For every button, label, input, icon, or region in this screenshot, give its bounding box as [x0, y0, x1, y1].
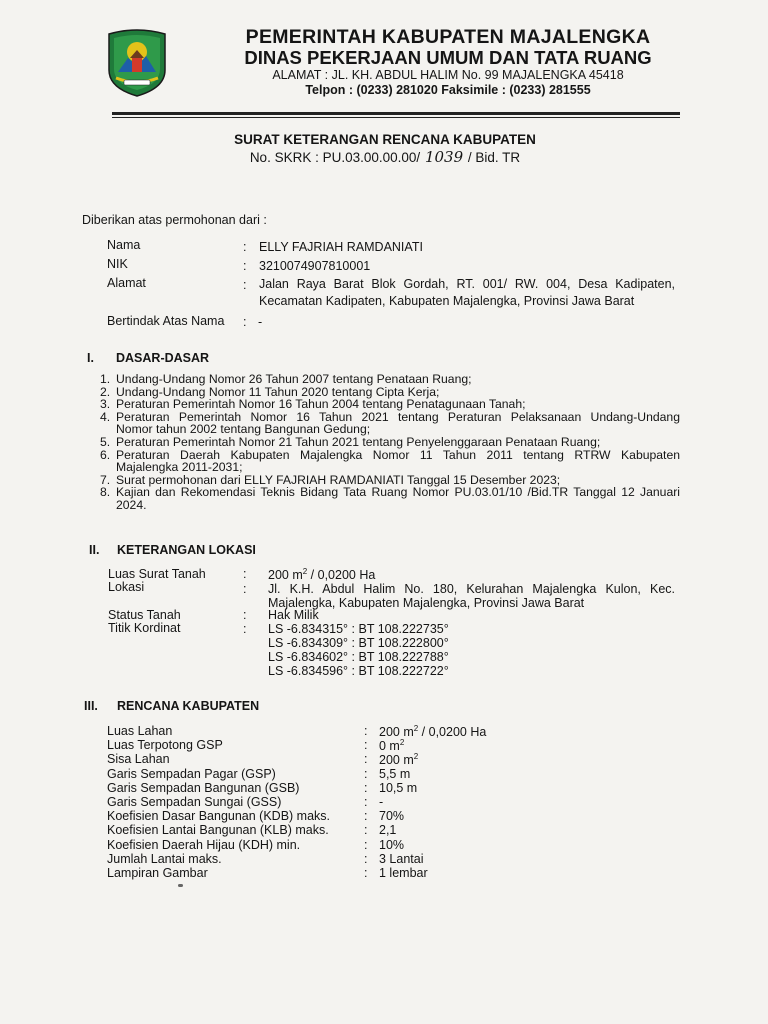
legal-basis-number: 6. — [100, 447, 111, 462]
document-number-handwritten: 1039 — [420, 148, 468, 166]
legal-basis-number: 3. — [100, 397, 111, 412]
plan-row-value — [379, 838, 404, 852]
plan-row-value-main: - — [379, 795, 384, 809]
plan-row-label: Koefisien Dasar Bangunan (KDB) maks. — [107, 809, 331, 823]
legal-basis-text-cont: 2024. — [116, 497, 147, 512]
document-number-suffix: / Bid. TR — [467, 150, 521, 165]
legal-basis-item — [100, 486, 680, 511]
land-status-value: Hak Milik — [268, 608, 319, 622]
coordinate-point: LS -6.834596° : BT 108.222722° — [268, 664, 449, 678]
plan-row-value-main: 200 m — [379, 753, 414, 768]
land-area-colon: : — [243, 567, 247, 581]
location-colon: : — [243, 582, 247, 596]
legal-basis-text: Peraturan Pemerintah Nomor 16 Tahun 2021 tentang Peraturan Pelaksanaan Undang-Undang — [116, 409, 680, 424]
coordinate-point: LS -6.834315° : BT 108.222735° — [268, 622, 449, 636]
legal-basis-item — [100, 411, 680, 436]
plan-row-label: Koefisien Lantai Bangunan (KLB) maks. — [107, 823, 329, 837]
land-area-number: 200 m — [268, 568, 303, 583]
section-2-number: II. — [89, 543, 100, 557]
letterhead-phone: Telpon : (0233) 281020 Faksimile : (0233) 281555 — [305, 83, 591, 97]
legal-basis-text: Peraturan Pemerintah Nomor 21 Tahun 2021 tentang Penyelenggaraan Penataan Ruang; — [116, 434, 601, 449]
legal-basis-text: Undang-Undang Nomor 11 Tahun 2020 tentang Cipta Kerja; — [116, 384, 440, 399]
plan-row-label: Lampiran Gambar — [107, 866, 208, 880]
plan-row-label: Garis Sempadan Sungai (GSS) — [107, 795, 282, 809]
acting-on-behalf-value: - — [258, 315, 263, 329]
location-line-1: Jl. K.H. Abdul Halim No. 180, Kelurahan Majalengka Kulon, Kec. — [268, 582, 675, 596]
section-1-title: DASAR-DASAR — [116, 351, 210, 365]
document-title: SURAT KETERANGAN RENCANA KABUPATEN — [234, 132, 536, 147]
plan-row-value-rest: / 0,0200 Ha — [418, 725, 487, 740]
section-2-title: KETERANGAN LOKASI — [117, 543, 256, 557]
legal-basis-item — [100, 398, 680, 411]
legal-basis-text: Kajian dan Rekomendasi Teknis Bidang Tata Ruang Nomor PU.03.01/10 /Bid.TR Tanggal 12 Januari — [116, 485, 680, 500]
plan-row-value-main: 0 m — [379, 739, 400, 754]
acting-on-behalf-label: Bertindak Atas Nama — [107, 314, 225, 328]
land-area-sup: 2 — [302, 567, 308, 576]
address-line-2: Kecamatan Kadipaten, Kabupaten Majalengka, Provinsi Jawa Barat — [259, 294, 635, 308]
plan-row-value-sup: 2 — [399, 738, 405, 747]
letterhead-rule-thick — [112, 112, 680, 115]
plan-row-value-main: 10,5 m — [379, 781, 418, 795]
name-label: Nama — [107, 238, 141, 252]
applicant-intro: Diberikan atas permohonan dari : — [82, 213, 267, 227]
plan-row-label: Luas Lahan — [107, 724, 173, 738]
plan-row-value-main: 200 m — [379, 725, 414, 740]
legal-basis-number: 5. — [100, 434, 111, 449]
plan-row-value — [379, 795, 383, 809]
plan-row-colon: : — [364, 781, 368, 795]
land-area-value — [268, 567, 375, 582]
land-status-colon: : — [243, 608, 247, 622]
letterhead-agency: DINAS PEKERJAAN UMUM DAN TATA RUANG — [244, 47, 652, 68]
plan-row-value — [379, 724, 486, 739]
letterhead-government: PEMERINTAH KABUPATEN MAJALENGKA — [245, 26, 651, 48]
legal-basis-list — [100, 373, 680, 512]
plan-row-value — [379, 767, 410, 781]
section-1-number: I. — [87, 351, 94, 365]
letterhead-address: ALAMAT : JL. KH. ABDUL HALIM No. 99 MAJALENGKA 45418 — [272, 68, 624, 82]
location-value — [268, 582, 675, 610]
legal-basis-number: 2. — [100, 384, 111, 399]
coordinates-label: Titik Kordinat — [108, 621, 181, 635]
document-number — [150, 148, 620, 166]
plan-row-value — [379, 752, 418, 767]
plan-row-colon: : — [364, 752, 368, 766]
plan-row-value — [379, 738, 404, 753]
section-3-number: III. — [84, 699, 98, 713]
location-label: Lokasi — [108, 580, 145, 594]
plan-row-colon: : — [364, 809, 368, 823]
plan-row-label: Jumlah Lantai maks. — [107, 852, 222, 866]
legal-basis-text: Peraturan Daerah Kabupaten Majalengka Nomor 11 Tahun 2011 tentang RTRW Kabupaten — [116, 447, 680, 462]
plan-row-value-main: 1 lembar — [379, 866, 428, 880]
majalengka-regency-logo — [106, 28, 168, 98]
legal-basis-text-cont: Majalengka 2011-2031; — [116, 460, 243, 475]
acting-on-behalf-colon: : — [243, 315, 247, 329]
coordinates-colon: : — [243, 622, 247, 636]
plan-row-value-main: 3 Lantai — [379, 852, 424, 866]
plan-row-value-main: 70% — [379, 809, 405, 823]
land-status-label: Status Tanah — [108, 608, 181, 622]
plan-row-value — [379, 852, 423, 866]
address-line-1: Jalan Raya Barat Blok Gordah, RT. 001/ RW. 004, Desa Kadipaten, — [259, 277, 675, 291]
plan-row-colon: : — [364, 838, 368, 852]
plan-row-value — [379, 866, 428, 880]
coordinates-list — [268, 622, 449, 678]
plan-row-colon: : — [364, 852, 368, 866]
legal-basis-text: Undang-Undang Nomor 26 Tahun 2007 tentang Penataan Ruang; — [116, 372, 472, 386]
plan-row-value — [379, 809, 404, 823]
plan-row-colon: : — [364, 738, 368, 752]
section-3-title: RENCANA KABUPATEN — [117, 699, 260, 713]
document-number-prefix: No. SKRK : PU.03.00.00.00/ — [249, 150, 421, 165]
coordinate-point: LS -6.834602° : BT 108.222788° — [268, 650, 449, 664]
plan-row-colon: : — [364, 866, 368, 880]
plan-row-colon: : — [364, 724, 368, 738]
address-colon: : — [243, 278, 247, 292]
plan-row-label: Garis Sempadan Pagar (GSP) — [107, 767, 276, 781]
plan-row-colon: : — [364, 823, 368, 837]
nik-value: 3210074907810001 — [259, 259, 371, 273]
legal-basis-number: 8. — [100, 485, 111, 500]
plan-row-value — [379, 781, 417, 795]
legal-basis-text: Peraturan Pemerintah Nomor 16 Tahun 2004 tentang Penatagunaan Tanah; — [116, 397, 526, 412]
name-colon: : — [243, 240, 247, 254]
location-line-2: Majalengka, Kabupaten Majalengka, Provinsi Jawa Barat — [268, 596, 585, 610]
legal-basis-text: Surat permohonan dari ELLY FAJRIAH RAMDANIATI Tanggal 15 Desember 2023; — [116, 472, 561, 487]
legal-basis-number: 1. — [100, 372, 111, 386]
plan-row-label: Garis Sempadan Bangunan (GSB) — [107, 781, 300, 795]
legal-basis-text-cont: Nomor tahun 2002 tentang Bangunan Gedung; — [116, 422, 371, 437]
legal-basis-item — [100, 436, 680, 449]
legal-basis-number: 4. — [100, 409, 111, 424]
plan-row-value-main: 10% — [379, 838, 405, 852]
plan-row-colon: : — [364, 795, 368, 809]
address-value — [259, 277, 675, 308]
legal-basis-item — [100, 449, 680, 474]
plan-row-value-sup: 2 — [413, 752, 419, 761]
land-area-label: Luas Surat Tanah — [108, 567, 206, 581]
plan-row-value-sup: 2 — [413, 724, 419, 733]
plan-row-value — [379, 823, 396, 837]
plan-row-label: Koefisien Daerah Hijau (KDH) min. — [107, 838, 301, 852]
nik-label: NIK — [107, 257, 128, 271]
address-label: Alamat — [107, 276, 146, 290]
name-value: ELLY FAJRIAH RAMDANIATI — [259, 240, 423, 254]
plan-row-value-main: 5,5 m — [379, 767, 411, 781]
plan-row-label: Luas Terpotong GSP — [107, 738, 223, 752]
legal-basis-number: 7. — [100, 472, 111, 487]
plan-row-value-main: 2,1 — [379, 823, 397, 837]
plan-row-colon: : — [364, 767, 368, 781]
land-area-ha: / 0,0200 Ha — [307, 568, 376, 583]
nik-colon: : — [243, 259, 247, 273]
plan-row-label: Sisa Lahan — [107, 752, 170, 766]
letterhead-rule-thin — [112, 117, 680, 118]
pen-mark — [178, 884, 183, 887]
coordinate-point: LS -6.834309° : BT 108.222800° — [268, 636, 449, 650]
